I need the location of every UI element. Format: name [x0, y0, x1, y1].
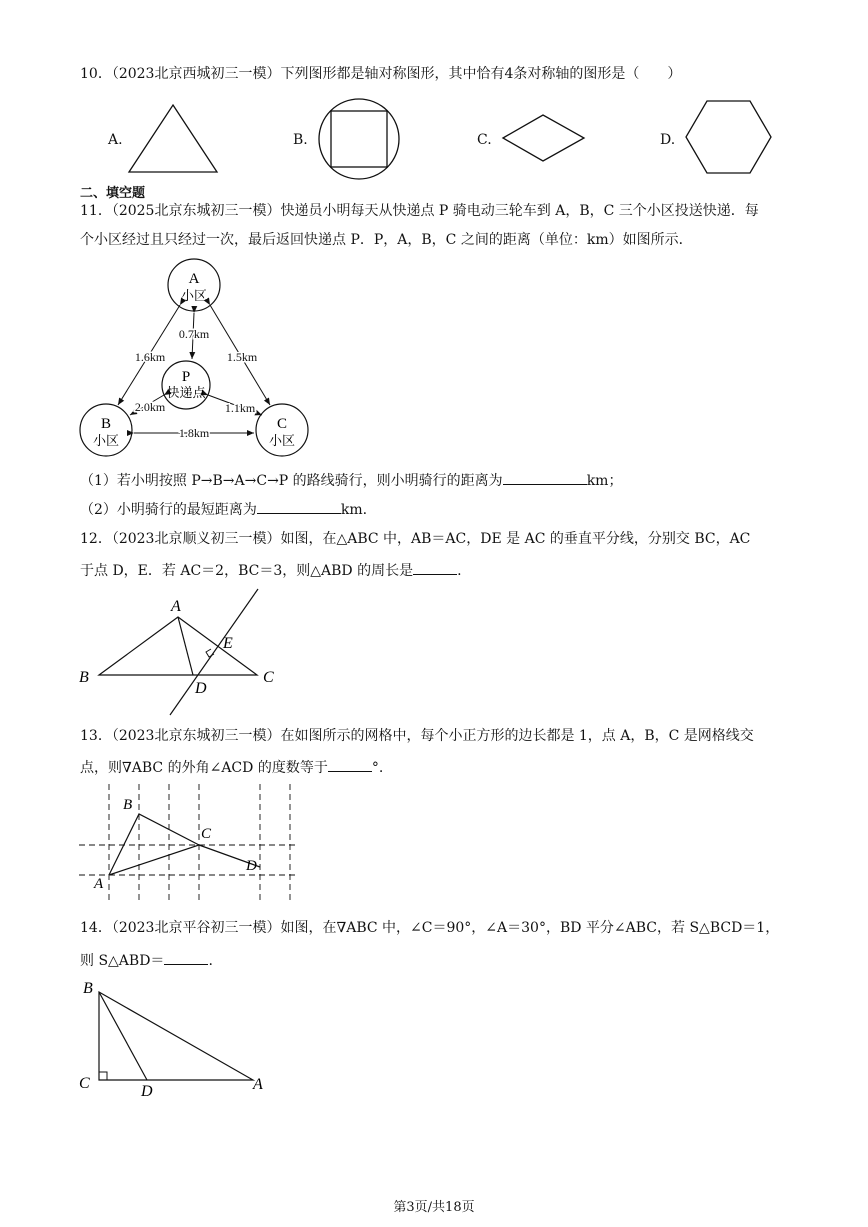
q13-label-d: D — [246, 858, 257, 874]
q14-label-a: A — [253, 1076, 263, 1093]
right-angle-mark — [99, 1072, 107, 1080]
q11-line1: 11．（2025北京东城初三一模）快递员小明每天从快递点 P 骑电动三轮车到 A，B，C 三个小区投送快递．每 — [80, 203, 759, 219]
triangle-abc — [109, 814, 199, 875]
section-title: 二、填空题 — [80, 186, 146, 201]
q10-circle-square-figure — [315, 97, 405, 183]
q12-triangle-figure — [75, 585, 290, 720]
q11-sub1-answer-blank[interactable] — [503, 470, 587, 485]
q14-line2 — [80, 950, 213, 971]
triangle-abc — [99, 617, 257, 675]
q10-stem: 10．（2023北京西城初三一模）下列图形都是轴对称图形，其中恰有4条对称轴的图形是（ ） — [80, 66, 682, 82]
q11-distance-diagram — [70, 255, 320, 465]
q10-option-a-label: A. — [108, 132, 123, 148]
q12-line2-end: . — [457, 563, 462, 579]
q13-grid-figure — [75, 780, 300, 908]
q14-line2-text: 则 S△ABD＝ — [80, 953, 165, 969]
triangle-abc — [99, 992, 253, 1080]
q13-label-c: C — [201, 826, 212, 842]
grid-lines — [79, 784, 295, 904]
perpendicular-bisector-de — [170, 589, 258, 715]
q13-line2-text: 点，则∇ABC 的外角∠ACD 的度数等于 — [80, 760, 328, 776]
q13-label-a: A — [94, 876, 104, 892]
q12-label-e: E — [223, 635, 233, 652]
q14-triangle-figure — [75, 975, 275, 1100]
q12-label-b: B — [79, 669, 89, 686]
node-p-label: 快递点 — [166, 385, 206, 400]
q13-line1: 13．（2023北京东城初三一模）在如图所示的网格中，每个小正方形的边长都是 1，点 A，B，C 是网格线交 — [80, 728, 754, 744]
q14-label-d: D — [141, 1083, 153, 1100]
square-shape — [331, 111, 387, 167]
q13-label-b: B — [123, 797, 133, 813]
q14-line1: 14．（2023北京平谷初三一模）如图，在∇ABC 中，∠C＝90°，∠A＝30°，BD 平分∠ABC，若 S△BCD＝1， — [80, 920, 780, 936]
q10-triangle-figure — [125, 100, 225, 180]
q11-sub1-text: （1）若小明按照 P→B→A→C→P 的路线骑行，则小明骑行的距离为 — [80, 473, 503, 489]
q13-answer-blank[interactable] — [328, 757, 372, 772]
q10-option-c-label: C. — [477, 132, 492, 148]
dist-pb: 2.0km — [134, 400, 166, 414]
q11-sub2-unit: km. — [340, 502, 368, 518]
q12-label-c: C — [263, 669, 274, 686]
q10-hexagon-figure — [683, 98, 775, 178]
q10-rhombus-figure — [500, 112, 590, 164]
node-b-letter: B — [100, 416, 112, 432]
q12-label-a: A — [171, 598, 181, 615]
q11-sub2-answer-blank[interactable] — [257, 499, 341, 514]
page-footer: 第3页/共18页 — [393, 1200, 475, 1215]
node-p-letter: P — [181, 369, 191, 385]
q11-sub1 — [80, 470, 622, 491]
q14-label-c: C — [79, 1075, 90, 1092]
dist-pa: 0.7km — [178, 327, 210, 341]
node-c-label: 小区 — [268, 433, 296, 448]
dist-ac: 1.5km — [226, 350, 258, 364]
q12-line1: 12．（2023北京顺义初三一模）如图，在△ABC 中，AB＝AC，DE 是 AC 的垂直平分线，分别交 BC，AC — [80, 531, 751, 547]
rhombus-shape — [503, 115, 584, 161]
q11-sub2-text: （2）小明骑行的最短距离为 — [80, 502, 257, 518]
node-c-letter: C — [276, 416, 288, 432]
q14-line2-end: . — [208, 953, 213, 969]
q14-answer-blank[interactable] — [164, 950, 208, 965]
node-b-label: 小区 — [92, 433, 120, 448]
q10-option-b-label: B. — [293, 132, 308, 148]
q11-sub2 — [80, 499, 367, 520]
q11-sub1-unit: km； — [586, 473, 623, 489]
dist-bc: 1.8km — [178, 426, 210, 440]
q10-option-d-label: D. — [660, 132, 676, 148]
q12-line2 — [80, 560, 462, 581]
dist-pc: 1.1km — [224, 401, 256, 415]
q11-line2: 个小区经过且只经过一次，最后返回快递点 P．P，A，B，C 之间的距离（单位：km）如图所示． — [80, 232, 693, 248]
q13-line2 — [80, 757, 383, 778]
q14-label-b: B — [83, 980, 93, 997]
hexagon-shape — [686, 101, 771, 173]
q12-line2-text: 于点 D，E．若 AC＝2，BC＝3，则△ABD 的周长是 — [80, 563, 414, 579]
node-a-letter: A — [188, 271, 200, 287]
q12-label-d: D — [195, 680, 207, 697]
q13-line2-end: °. — [371, 760, 384, 776]
triangle-shape — [129, 105, 217, 172]
node-a-label: 小区 — [180, 288, 208, 303]
dist-ab: 1.6km — [134, 350, 166, 364]
q12-answer-blank[interactable] — [413, 560, 457, 575]
